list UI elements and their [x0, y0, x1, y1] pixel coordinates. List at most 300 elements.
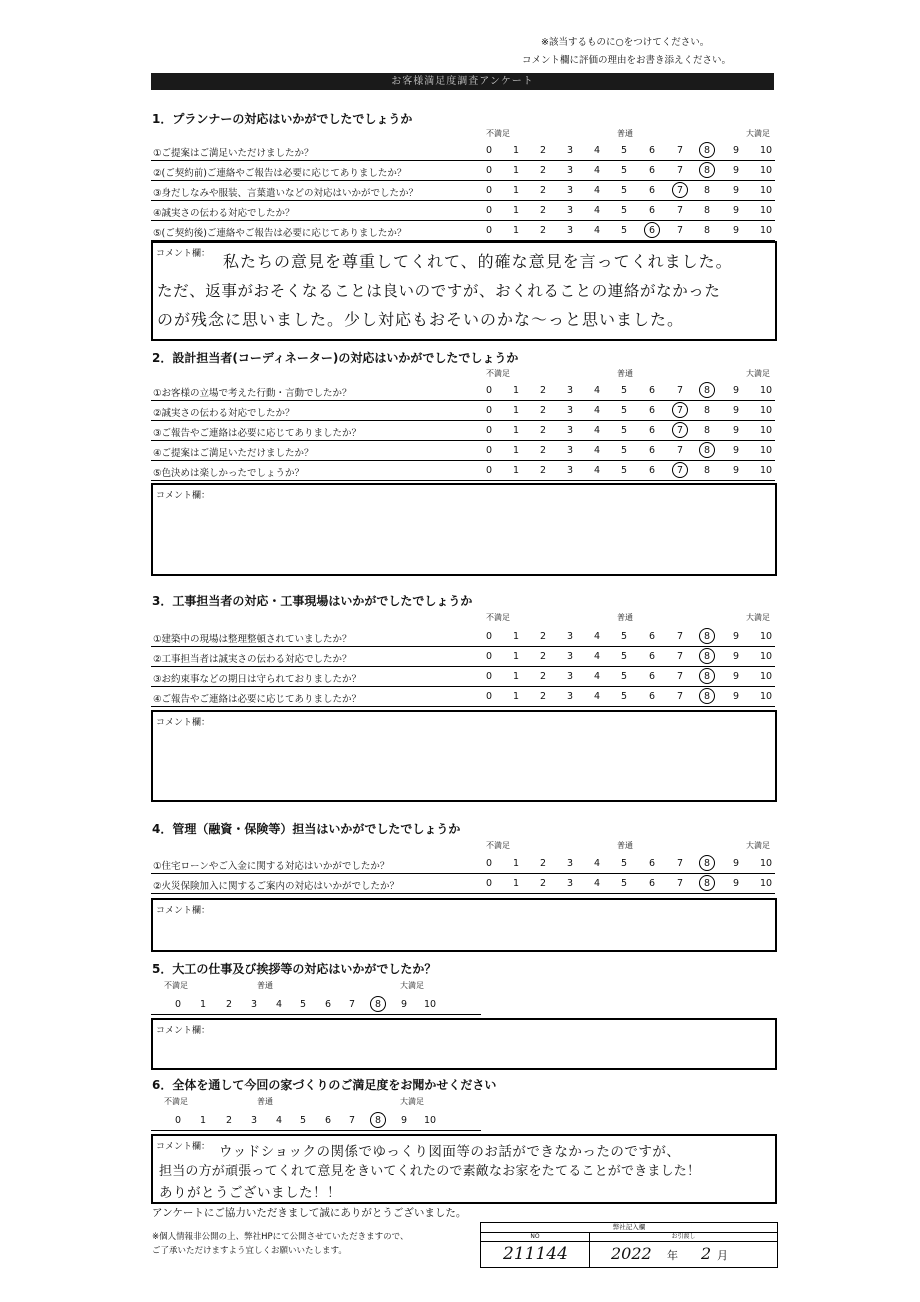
rating-option[interactable]: 1 [199, 999, 207, 1010]
rating-option[interactable]: 3 [566, 691, 574, 702]
question-row [151, 160, 775, 181]
question-row [151, 666, 775, 687]
rating-option[interactable]: 8 [703, 651, 711, 662]
comment-label: コメント欄： [156, 249, 211, 259]
year-unit: 年 [667, 1249, 678, 1262]
rating-option[interactable]: 0 [485, 165, 493, 176]
rating-option[interactable]: 8 [703, 878, 711, 889]
rating-option[interactable]: 0 [485, 425, 493, 436]
rating-option[interactable]: 2 [539, 691, 547, 702]
rating-option[interactable]: 2 [539, 385, 547, 396]
rating-option[interactable]: 6 [648, 425, 656, 436]
rating-option[interactable]: 10 [759, 651, 773, 662]
selected-rating-circle [699, 628, 715, 644]
rating-option[interactable]: 1 [512, 145, 520, 156]
divider [589, 1242, 590, 1267]
rating-option[interactable]: 1 [512, 225, 520, 236]
rating-option[interactable]: 10 [759, 878, 773, 889]
rating-option[interactable]: 0 [485, 225, 493, 236]
section-4-comment-box [151, 898, 777, 952]
rating-option[interactable]: 0 [485, 631, 493, 642]
rating-option[interactable]: 1 [512, 878, 520, 889]
selected-rating-circle [672, 422, 688, 438]
rating-option[interactable]: 5 [620, 405, 628, 416]
question-text: ②火災保険加入に関するご案内の対応はいかがでしたか？ [153, 881, 400, 892]
rating-option[interactable]: 2 [539, 225, 547, 236]
question-text: ⑤(ご契約後)ご連絡やご報告は必要に応じてありましたか？ [153, 228, 407, 239]
rating-option[interactable]: 5 [620, 225, 628, 236]
rating-option[interactable]: 7 [676, 185, 684, 196]
rating-option[interactable]: 1 [512, 651, 520, 662]
rating-option[interactable]: 4 [593, 145, 601, 156]
rating-option[interactable]: 5 [620, 671, 628, 682]
rating-option[interactable]: 7 [676, 858, 684, 869]
rating-option[interactable]: 10 [423, 1115, 437, 1126]
rating-option[interactable]: 1 [512, 465, 520, 476]
rating-option[interactable]: 0 [485, 385, 493, 396]
rating-option[interactable]: 4 [593, 205, 601, 216]
rating-option[interactable]: 5 [620, 445, 628, 456]
rating-option[interactable]: 8 [703, 385, 711, 396]
rating-option[interactable]: 8 [703, 205, 711, 216]
selected-rating-circle [699, 162, 715, 178]
rating-option[interactable]: 10 [759, 465, 773, 476]
rating-option[interactable]: 8 [703, 465, 711, 476]
rating-option[interactable]: 9 [732, 671, 740, 682]
question-row [151, 686, 775, 707]
rating-option[interactable]: 0 [485, 205, 493, 216]
rating-option[interactable]: 3 [566, 671, 574, 682]
rating-option[interactable]: 10 [759, 165, 773, 176]
rating-option[interactable]: 6 [324, 999, 332, 1010]
rating-option[interactable]: 10 [759, 385, 773, 396]
scale-label-low: 不満足 [486, 841, 510, 850]
rating-option[interactable]: 2 [539, 205, 547, 216]
rating-option[interactable]: 10 [759, 225, 773, 236]
rating-option[interactable]: 1 [199, 1115, 207, 1126]
rating-option[interactable]: 0 [485, 445, 493, 456]
rating-option[interactable]: 9 [400, 999, 408, 1010]
rating-option[interactable]: 8 [703, 145, 711, 156]
scale-label-high: 大満足 [746, 841, 770, 850]
rating-option[interactable]: 9 [732, 691, 740, 702]
rating-option[interactable]: 5 [620, 165, 628, 176]
rating-option[interactable]: 6 [648, 671, 656, 682]
rating-option[interactable]: 4 [593, 691, 601, 702]
rating-option[interactable]: 1 [512, 631, 520, 642]
rating-option[interactable]: 8 [703, 858, 711, 869]
rating-option[interactable]: 0 [485, 858, 493, 869]
rating-option[interactable]: 9 [400, 1115, 408, 1126]
rating-option[interactable]: 10 [759, 691, 773, 702]
selected-rating-circle [370, 996, 386, 1012]
scale-label-mid: 普通 [257, 1097, 273, 1106]
rating-option[interactable]: 9 [732, 445, 740, 456]
rating-option[interactable]: 5 [620, 185, 628, 196]
rating-option[interactable]: 7 [676, 671, 684, 682]
selected-rating-circle [672, 182, 688, 198]
rating-option[interactable]: 9 [732, 185, 740, 196]
rating-option[interactable]: 4 [593, 165, 601, 176]
rating-option[interactable]: 4 [593, 858, 601, 869]
rating-option[interactable]: 10 [423, 999, 437, 1010]
selected-rating-circle [644, 222, 660, 238]
rating-option[interactable]: 5 [620, 145, 628, 156]
rating-option[interactable]: 8 [374, 1115, 382, 1126]
question-text: ①お客様の立場で考えた行動・言動でしたか？ [153, 388, 352, 399]
rating-option[interactable]: 7 [676, 691, 684, 702]
rating-option[interactable]: 4 [275, 999, 283, 1010]
rating-option[interactable]: 6 [648, 445, 656, 456]
rating-option[interactable]: 3 [566, 425, 574, 436]
rating-option[interactable]: 8 [703, 691, 711, 702]
rating-option[interactable]: 8 [703, 165, 711, 176]
rating-option[interactable]: 7 [676, 878, 684, 889]
rating-option[interactable]: 5 [299, 1115, 307, 1126]
handwritten-comment-line: ありがとうございました！！ [159, 1185, 341, 1201]
rating-option[interactable]: 4 [593, 631, 601, 642]
rating-option[interactable]: 1 [512, 165, 520, 176]
rating-option[interactable]: 6 [648, 465, 656, 476]
rating-option[interactable]: 6 [648, 225, 656, 236]
rating-option[interactable]: 3 [566, 205, 574, 216]
question-row [151, 200, 775, 221]
rating-option[interactable]: 6 [648, 205, 656, 216]
rating-option[interactable]: 9 [732, 878, 740, 889]
rating-option[interactable]: 5 [620, 631, 628, 642]
rating-option[interactable]: 9 [732, 425, 740, 436]
rating-option[interactable]: 4 [593, 405, 601, 416]
survey-title: お客様満足度調査アンケート [151, 73, 774, 90]
selected-rating-circle [699, 442, 715, 458]
rating-option[interactable]: 1 [512, 671, 520, 682]
selected-rating-circle [699, 688, 715, 704]
survey-number: 211144 [503, 1244, 568, 1264]
scale-label-mid: 普通 [257, 981, 273, 990]
rating-option[interactable]: 1 [512, 185, 520, 196]
rating-option[interactable]: 9 [732, 385, 740, 396]
question-row [151, 460, 775, 481]
question-text: ④ご報告やご連絡は必要に応じてありましたか？ [153, 694, 362, 705]
rating-option[interactable]: 10 [759, 185, 773, 196]
rating-option[interactable]: 7 [676, 145, 684, 156]
scale-label-high: 大満足 [400, 1097, 424, 1106]
thanks-message: アンケートにご協力いただきまして誠にありがとうございました。 [152, 1207, 467, 1219]
section-5-title: 5．大工の仕事及び挨拶等の対応はいかがでしたか？ [152, 962, 437, 976]
rating-option[interactable]: 3 [566, 145, 574, 156]
rating-row [151, 996, 481, 1015]
rating-option[interactable]: 10 [759, 425, 773, 436]
question-row [151, 626, 775, 647]
rating-option[interactable]: 4 [593, 651, 601, 662]
rating-option[interactable]: 2 [539, 878, 547, 889]
question-text: ③身だしなみや服装、言葉遣いなどの対応はいかがでしたか？ [153, 188, 419, 199]
comment-label: コメント欄： [156, 1142, 211, 1152]
rating-option[interactable]: 6 [648, 691, 656, 702]
scale-label-low: 不満足 [486, 613, 510, 622]
selected-rating-circle [699, 875, 715, 891]
privacy-note-2: ご了承いただけますよう宜しくお願いいたします。 [152, 1246, 347, 1256]
rating-option[interactable]: 0 [485, 671, 493, 682]
section-1-comment-box [151, 241, 777, 341]
rating-option[interactable]: 8 [703, 405, 711, 416]
rating-option[interactable]: 6 [648, 165, 656, 176]
rating-option[interactable]: 7 [348, 999, 356, 1010]
handover-year: 2022 [611, 1244, 652, 1263]
instruction-note: ※該当するものに○をつけてください。 [541, 37, 710, 48]
rating-option[interactable]: 7 [676, 225, 684, 236]
comment-label: コメント欄： [156, 491, 211, 501]
rating-option[interactable]: 6 [648, 878, 656, 889]
rating-option[interactable]: 5 [620, 691, 628, 702]
question-text: ①住宅ローンやご入金に関する対応はいかがでしたか？ [153, 861, 390, 872]
rating-option[interactable]: 8 [703, 425, 711, 436]
rating-option[interactable]: 7 [676, 465, 684, 476]
question-row [151, 420, 775, 441]
rating-option[interactable]: 1 [512, 205, 520, 216]
rating-option[interactable]: 8 [703, 185, 711, 196]
rating-option[interactable]: 3 [566, 878, 574, 889]
rating-option[interactable]: 9 [732, 145, 740, 156]
selected-rating-circle [672, 462, 688, 478]
comment-label: コメント欄： [156, 906, 211, 916]
question-row [151, 380, 775, 401]
rating-option[interactable]: 6 [648, 858, 656, 869]
rating-option[interactable]: 4 [593, 465, 601, 476]
selected-rating-circle [699, 648, 715, 664]
selected-rating-circle [699, 142, 715, 158]
rating-option[interactable]: 6 [648, 185, 656, 196]
question-row [151, 853, 775, 874]
rating-option[interactable]: 3 [566, 631, 574, 642]
section-2-title: 2．設計担当者(コーディネーター)の対応はいかがでしたでしょうか [152, 351, 519, 365]
rating-option[interactable]: 10 [759, 205, 773, 216]
rating-option[interactable]: 7 [676, 405, 684, 416]
scale-label-low: 不満足 [164, 1097, 188, 1106]
rating-option[interactable]: 5 [620, 858, 628, 869]
rating-option[interactable]: 7 [676, 205, 684, 216]
rating-option[interactable]: 2 [539, 671, 547, 682]
section-4-title: 4．管理（融資・保険等）担当はいかがでしたでしょうか [152, 822, 461, 836]
rating-option[interactable]: 9 [732, 631, 740, 642]
rating-option[interactable]: 1 [512, 385, 520, 396]
rating-option[interactable]: 2 [539, 185, 547, 196]
rating-option[interactable]: 7 [676, 631, 684, 642]
rating-option[interactable]: 9 [732, 465, 740, 476]
rating-option[interactable]: 10 [759, 145, 773, 156]
rating-option[interactable]: 5 [620, 651, 628, 662]
handwritten-comment-line: 担当の方が頑張ってくれて意見をきいてくれたので素敵なお家をたてることができました！ [159, 1164, 701, 1179]
rating-option[interactable]: 6 [648, 651, 656, 662]
section-3-comment-box [151, 710, 777, 802]
no-label: NO [481, 1233, 590, 1242]
scale-label-mid: 普通 [617, 613, 633, 622]
rating-option[interactable]: 4 [593, 185, 601, 196]
scale-label-low: 不満足 [164, 981, 188, 990]
rating-option[interactable]: 2 [539, 425, 547, 436]
rating-option[interactable]: 5 [620, 878, 628, 889]
rating-option[interactable]: 1 [512, 445, 520, 456]
rating-option[interactable]: 9 [732, 858, 740, 869]
rating-option[interactable]: 2 [539, 445, 547, 456]
rating-option[interactable]: 4 [593, 445, 601, 456]
rating-option[interactable]: 4 [275, 1115, 283, 1126]
rating-option[interactable]: 6 [324, 1115, 332, 1126]
handwritten-comment-line: ただ、返事がおそくなることは良いのですが、おくれることの連絡がなかった [157, 282, 721, 300]
rating-option[interactable]: 7 [676, 651, 684, 662]
selected-rating-circle [672, 402, 688, 418]
question-row [151, 873, 775, 894]
rating-option[interactable]: 2 [539, 465, 547, 476]
rating-option[interactable]: 2 [225, 1115, 233, 1126]
rating-option[interactable]: 1 [512, 858, 520, 869]
rating-option[interactable]: 1 [512, 425, 520, 436]
rating-option[interactable]: 0 [485, 465, 493, 476]
rating-option[interactable]: 3 [566, 445, 574, 456]
rating-option[interactable]: 3 [566, 651, 574, 662]
rating-option[interactable]: 3 [566, 385, 574, 396]
section-1-title: 1．プランナーの対応はいかがでしたでしょうか [152, 112, 413, 126]
handover-month: 2 [701, 1244, 712, 1263]
rating-option[interactable]: 9 [732, 225, 740, 236]
rating-option[interactable]: 6 [648, 145, 656, 156]
question-text: ①建築中の現場は整理整頓されていましたか？ [153, 634, 352, 645]
question-text: ④誠実さの伝わる対応でしたか？ [153, 208, 295, 219]
rating-option[interactable]: 0 [485, 691, 493, 702]
selected-rating-circle [699, 382, 715, 398]
rating-option[interactable]: 2 [539, 651, 547, 662]
rating-option[interactable]: 1 [512, 691, 520, 702]
rating-option[interactable]: 8 [703, 671, 711, 682]
privacy-note: ※個人情報非公開の上、弊社HPにて公開させていただきますので、 [152, 1232, 409, 1242]
scale-label-high: 大満足 [400, 981, 424, 990]
rating-option[interactable]: 5 [620, 205, 628, 216]
instruction-note-2: コメント欄に評価の理由をお書き添えください。 [522, 55, 732, 66]
rating-option[interactable]: 3 [566, 858, 574, 869]
question-row [151, 180, 775, 201]
rating-option[interactable]: 5 [620, 465, 628, 476]
scale-label-low: 不満足 [486, 369, 510, 378]
rating-option[interactable]: 2 [539, 858, 547, 869]
rating-option[interactable]: 1 [512, 405, 520, 416]
rating-option[interactable]: 5 [299, 999, 307, 1010]
rating-option[interactable]: 7 [676, 385, 684, 396]
rating-option[interactable]: 10 [759, 405, 773, 416]
handwritten-comment-line: 私たちの意見を尊重してくれて、的確な意見を言ってくれました。 [223, 252, 733, 271]
rating-option[interactable]: 6 [648, 405, 656, 416]
rating-option[interactable]: 4 [593, 878, 601, 889]
selected-rating-circle [699, 855, 715, 871]
rating-option[interactable]: 4 [593, 225, 601, 236]
handover-label: お引渡し [590, 1233, 777, 1242]
rating-option[interactable]: 4 [593, 385, 601, 396]
section-6-title: 6．全体を通して今回の家づくりのご満足度をお聞かせください [152, 1078, 497, 1092]
rating-option[interactable]: 0 [485, 651, 493, 662]
rating-option[interactable]: 3 [250, 1115, 258, 1126]
question-text: ②誠実さの伝わる対応でしたか？ [153, 408, 295, 419]
rating-option[interactable]: 2 [539, 145, 547, 156]
rating-option[interactable]: 0 [174, 999, 182, 1010]
rating-option[interactable]: 10 [759, 671, 773, 682]
rating-option[interactable]: 0 [174, 1115, 182, 1126]
selected-rating-circle [370, 1112, 386, 1128]
rating-option[interactable]: 8 [703, 225, 711, 236]
rating-option[interactable]: 7 [676, 165, 684, 176]
section-2-comment-box [151, 483, 777, 576]
rating-option[interactable]: 2 [539, 405, 547, 416]
question-text: ②工事担当者は誠実さの伝わる対応でしたか？ [153, 654, 352, 665]
question-row [151, 440, 775, 461]
scale-label-low: 不満足 [486, 129, 510, 138]
rating-option[interactable]: 3 [250, 999, 258, 1010]
rating-option[interactable]: 10 [759, 445, 773, 456]
comment-label: コメント欄： [156, 1026, 211, 1036]
rating-option[interactable]: 7 [348, 1115, 356, 1126]
scale-label-high: 大満足 [746, 369, 770, 378]
handwritten-comment-line: ウッドショックの関係でゆっくり図面等のお話ができなかったのですが、 [219, 1144, 681, 1160]
rating-option[interactable]: 0 [485, 145, 493, 156]
rating-option[interactable]: 9 [732, 165, 740, 176]
rating-option[interactable]: 4 [593, 425, 601, 436]
question-row [151, 140, 775, 161]
rating-option[interactable]: 7 [676, 445, 684, 456]
rating-option[interactable]: 9 [732, 405, 740, 416]
question-text: ⑤色決めは楽しかったでしょうか？ [153, 468, 305, 479]
rating-option[interactable]: 0 [485, 878, 493, 889]
scale-label-mid: 普通 [617, 369, 633, 378]
rating-option[interactable]: 6 [648, 631, 656, 642]
office-use-box [480, 1222, 778, 1268]
rating-option[interactable]: 6 [648, 385, 656, 396]
rating-option[interactable]: 4 [593, 671, 601, 682]
question-row [151, 646, 775, 667]
section-3-title: 3．工事担当者の対応・工事現場はいかがでしたでしょうか [152, 594, 473, 608]
rating-option[interactable]: 8 [703, 631, 711, 642]
handwritten-comment-line: のが残念に思いました。少し対応もおそいのかな～っと思いました。 [157, 310, 685, 329]
rating-option[interactable]: 9 [732, 651, 740, 662]
rating-option[interactable]: 5 [620, 425, 628, 436]
scale-label-high: 大満足 [746, 129, 770, 138]
rating-option[interactable]: 9 [732, 205, 740, 216]
selected-rating-circle [699, 668, 715, 684]
rating-option[interactable]: 3 [566, 405, 574, 416]
rating-option[interactable]: 10 [759, 631, 773, 642]
rating-option[interactable]: 0 [485, 405, 493, 416]
rating-option[interactable]: 0 [485, 185, 493, 196]
office-use-title: 弊社記入欄 [481, 1223, 777, 1233]
question-text: ③ご報告やご連絡は必要に応じてありましたか？ [153, 428, 362, 439]
rating-option[interactable]: 2 [539, 631, 547, 642]
scale-label-mid: 普通 [617, 129, 633, 138]
month-unit: 月 [717, 1249, 728, 1262]
rating-option[interactable]: 7 [676, 425, 684, 436]
section-5-comment-box [151, 1018, 777, 1070]
rating-option[interactable]: 3 [566, 225, 574, 236]
rating-option[interactable]: 2 [225, 999, 233, 1010]
rating-option[interactable]: 8 [703, 445, 711, 456]
rating-option[interactable]: 5 [620, 385, 628, 396]
rating-option[interactable]: 3 [566, 165, 574, 176]
question-row [151, 400, 775, 421]
rating-option[interactable]: 8 [374, 999, 382, 1010]
rating-option[interactable]: 10 [759, 858, 773, 869]
rating-option[interactable]: 3 [566, 185, 574, 196]
rating-option[interactable]: 2 [539, 165, 547, 176]
question-text: ③お約束事などの期日は守られておりましたか？ [153, 674, 362, 685]
question-text: ②(ご契約前)ご連絡やご報告は必要に応じてありましたか？ [153, 168, 407, 179]
question-row [151, 220, 775, 241]
rating-option[interactable]: 3 [566, 465, 574, 476]
